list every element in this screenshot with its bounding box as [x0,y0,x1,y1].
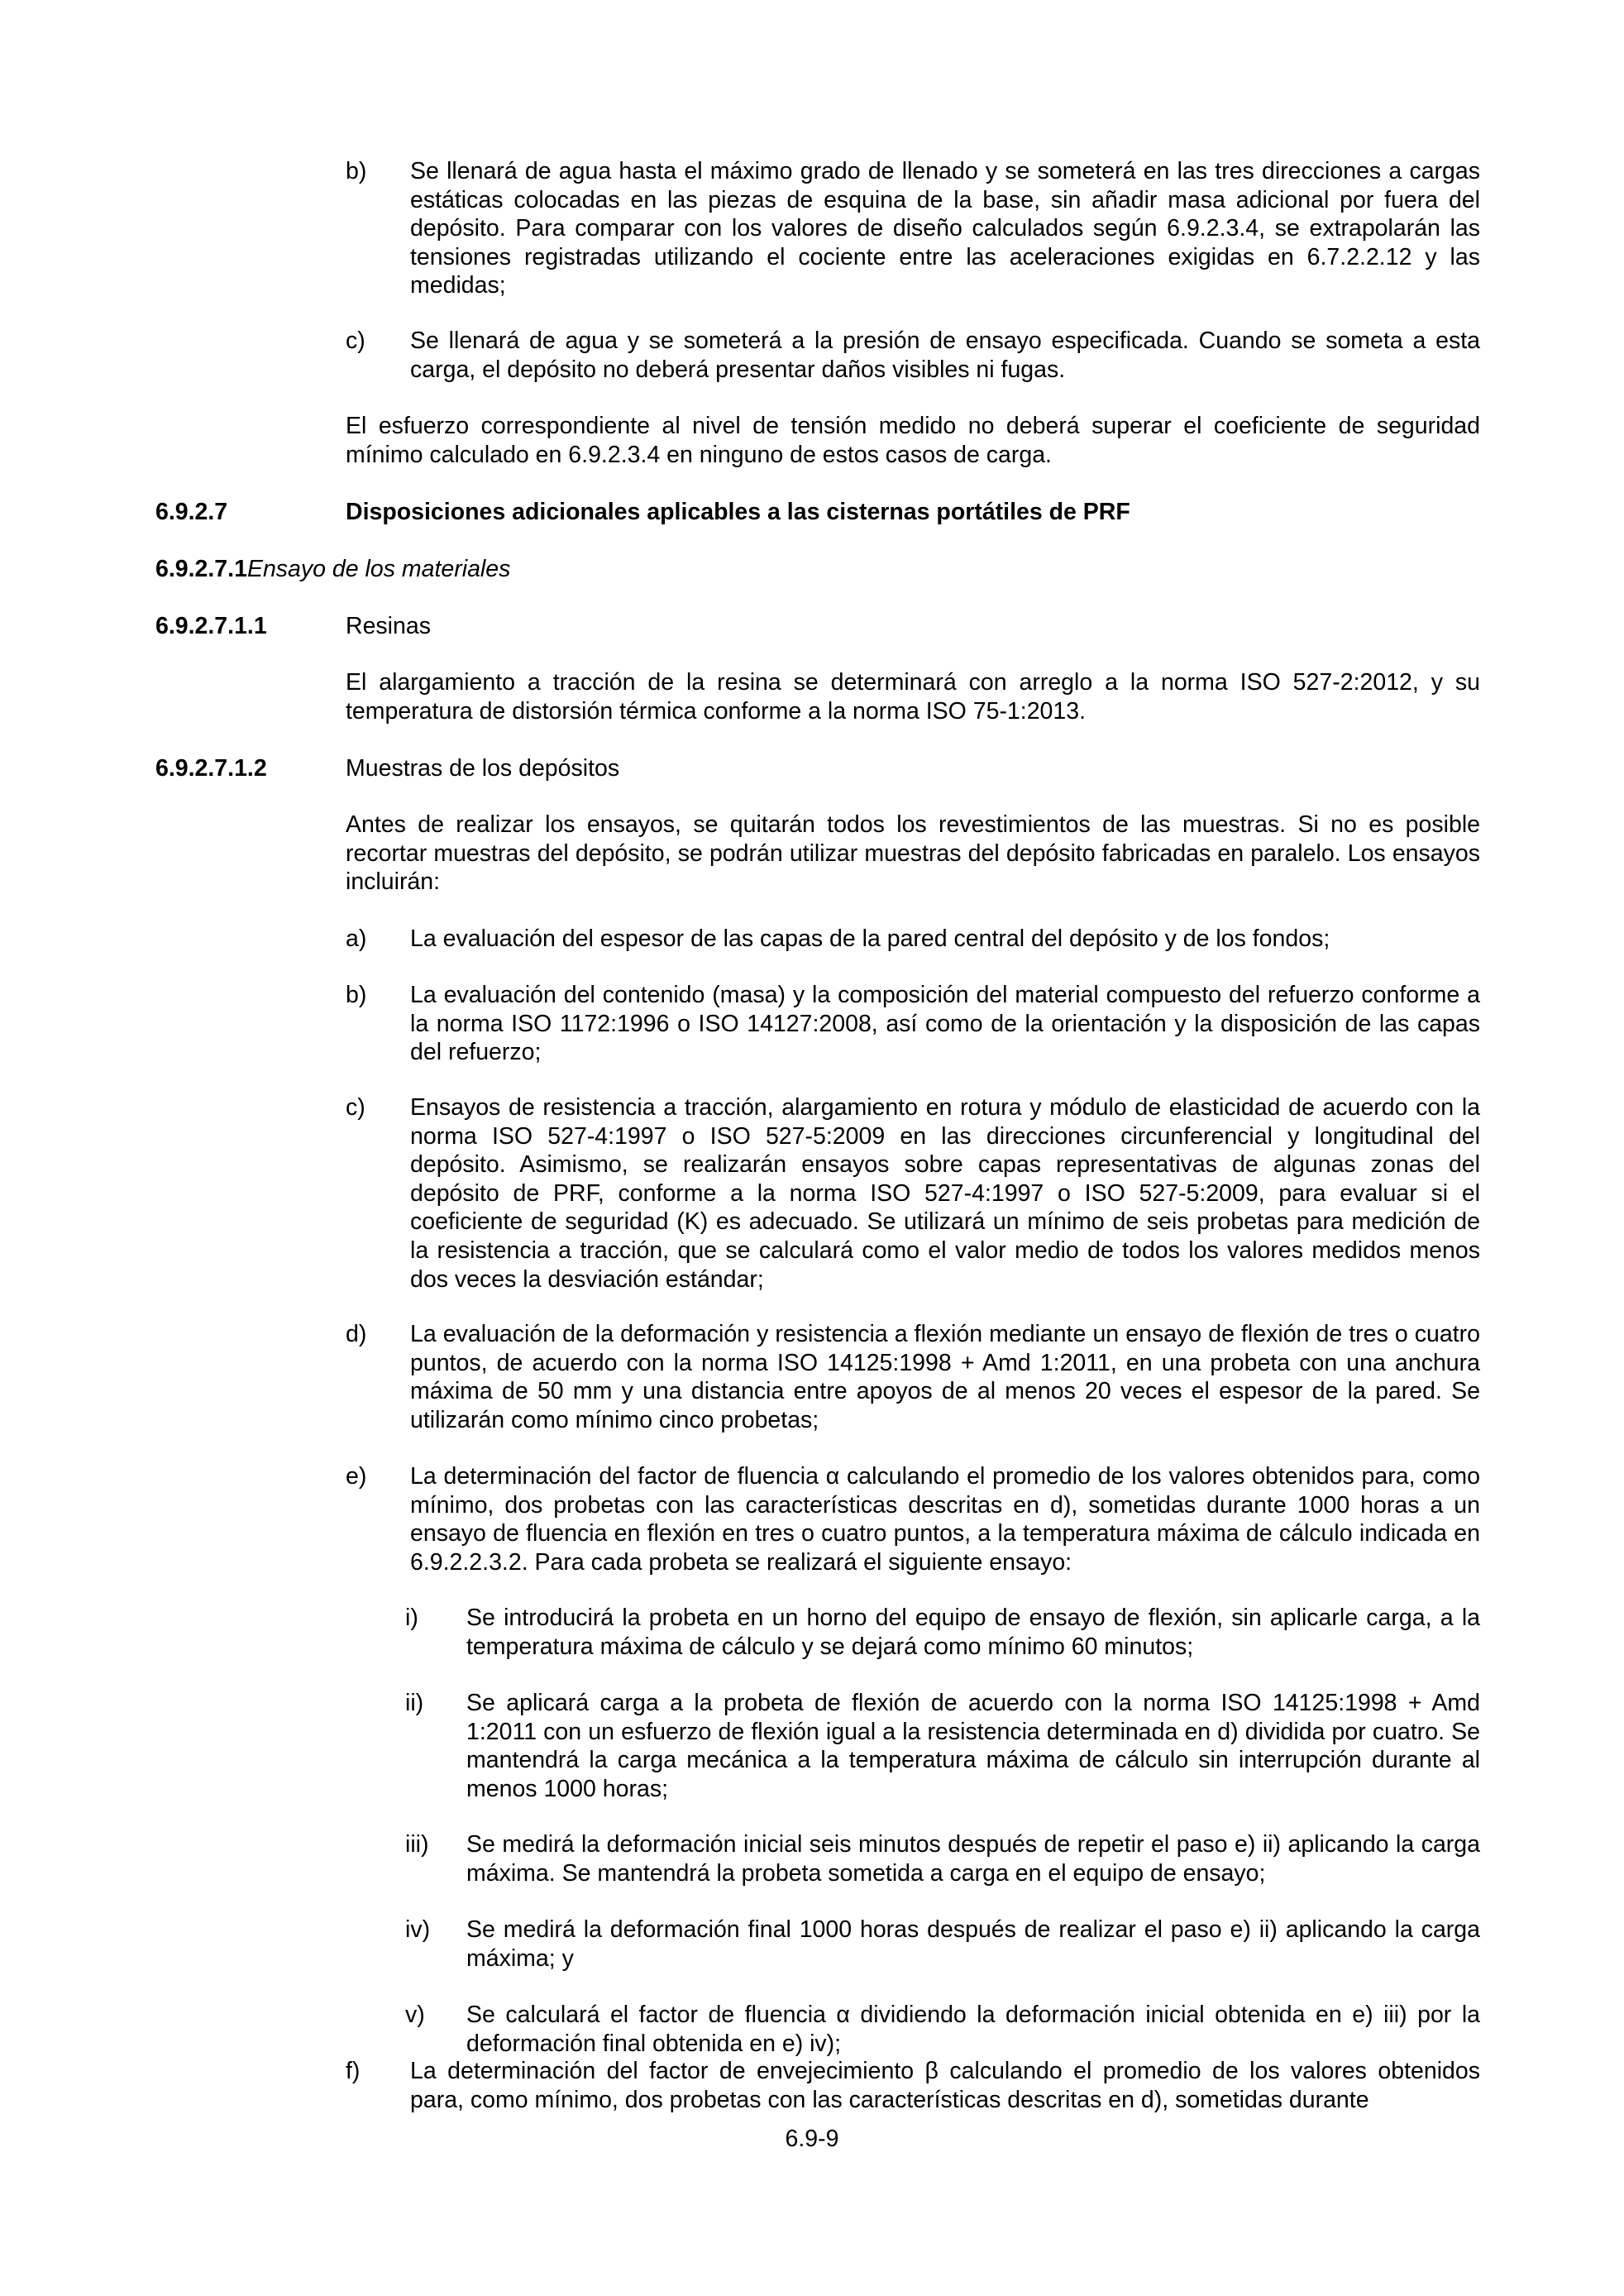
list-item-label: c) [346,1094,365,1121]
list-item-label: c) [346,328,365,354]
list-item [346,2057,1480,2114]
page-number: 6.9-9 [785,2126,839,2152]
list-item-label: b) [346,158,367,184]
list-item-label: a) [346,926,367,952]
list-item [346,925,1480,954]
list-item [346,327,1480,384]
paragraph: El alargamiento a tracción de la resina se determinará con arreglo a la norma ISO 527-2:2012, y su temperatura de distorsión térmica conforme a la norma ISO 75-1:2013. [346,669,1480,725]
list-item-text: Se llenará de agua y se someterá a la presión de ensayo especificada. Cuando se someta a esta carga, el depósito no deberá presentar daños visibles ni fugas. [410,328,1480,383]
sub-list-item [405,2001,1480,2058]
list-item-text: La determinación del factor de fluencia α calculando el promedio de los valores obtenidos para, como mínimo, dos probetas con las características descritas en d), sometidas durante 1000 horas a un ensayo de fluencia en flexión en tres o cuatro puntos, a la temperatura máxima de cálculo indicada en 6.9.2.2.3.2. Para cada probeta se realizará el siguiente ensayo: [410,1463,1480,1576]
list-item-label: f) [346,2058,361,2084]
list-item-text: La evaluación del espesor de las capas de la pared central del depósito y de los fondos; [410,926,1330,952]
sub-list-item-text: Se medirá la deformación inicial seis minutos después de repetir el paso e) ii) aplicando la carga máxima. Se mantendrá la probeta sometida a carga en el equipo de ensayo; [466,1831,1480,1887]
list-item [346,1462,1480,1576]
paragraph: El esfuerzo correspondiente al nivel de tensión medido no deberá superar el coeficiente de seguridad mínimo calculado en 6.9.2.3.4 en ninguno de estos casos de carga. [346,413,1480,468]
sub-list-item-text: Se aplicará carga a la probeta de flexión de acuerdo con la norma ISO 14125:1998 + Amd 1:2011 con un esfuerzo de flexión igual a la resistencia determinada en d) dividida por cuatro. Se mantendrá la carga mecánica a la temperatura máxima de cálculo sin interrupción durante al menos 1000 horas; [466,1690,1480,1802]
sub-list-item-text: Se medirá la deformación final 1000 horas después de realizar el paso e) ii) aplicando la carga máxima; y [466,1916,1480,1972]
list-item-label: e) [346,1463,367,1490]
section-number: 6.9.2.7 [155,499,228,525]
list-item-text: La determinación del factor de envejecimiento β calculando el promedio de los valores obtenidos para, como mínimo, dos probetas con las características descritas en d), sometidas durante [410,2058,1480,2113]
sub-list-item [405,1830,1480,1887]
list-item [346,1093,1480,1294]
list-item-label: b) [346,982,367,1008]
clause-number: 6.9.2.7.1.1 [155,613,267,639]
list-item-text: Se llenará de agua hasta el máximo grado de llenado y se someterá en las tres direcciones a cargas estáticas colocadas en las piezas de esquina de la base, sin añadir masa adicional por fuera del depósito. Para comparar con los valores de diseño calculados según 6.9.2.3.4, se extrapolarán las tensiones registradas utilizando el cociente entre las aceleraciones exigidas en 6.7.2.2.12 y las medidas; [410,158,1480,299]
list-item-label: d) [346,1321,367,1347]
clause-title: Resinas [346,613,431,639]
sub-list-item-label: ii) [405,1690,424,1716]
section-title: Disposiciones adicionales aplicables a las cisternas portátiles de PRF [346,499,1130,525]
sub-list-item [405,1689,1480,1803]
list-item-text: La evaluación del contenido (masa) y la composición del material compuesto del refuerzo conforme a la norma ISO 1172:1996 o ISO 14127:2008, así como de la orientación y la disposición de las capas del refuerzo; [410,982,1480,1066]
list-item [346,981,1480,1067]
list-item-text: Ensayos de resistencia a tracción, alargamiento en rotura y módulo de elasticidad de acuerdo con la norma ISO 527-4:1997 o ISO 527-5:2009 en las direcciones circunferencial y longitudinal del depósito. Asimismo, se realizarán ensayos sobre capas representativas de algunas zonas del depósito de PRF, conforme a la norma ISO 527-4:1997 o ISO 527-5:2009, para evaluar si el coeficiente de seguridad (K) es adecuado. Se utilizará un mínimo de seis probetas para medición de la resistencia a tracción, que se calculará como el valor medio de todos los valores medidos menos dos veces la desviación estándar; [410,1094,1480,1293]
paragraph: Antes de realizar los ensayos, se quitarán todos los revestimientos de las muestras. Si no es posible recortar muestras del depósito, se podrán utilizar muestras del depósito fabricadas en paralelo. Los ensayos incluirán: [346,811,1480,896]
subsection-number: 6.9.2.7.1 [155,556,247,582]
subsection-title: Ensayo de los materiales [246,556,511,582]
subsection-heading [155,555,510,584]
list-item [346,1320,1480,1434]
sub-list-item-text: Se calculará el factor de fluencia α dividiendo la deformación inicial obtenida en e) iii) por la deformación final obtenida en e) iv); [466,2002,1480,2057]
sub-list-item [405,1916,1480,1973]
clause-title: Muestras de los depósitos [346,755,620,782]
sub-list-item-label: i) [405,1605,418,1631]
sub-list-item [405,1604,1480,1661]
sub-list-item-label: v) [405,2002,425,2028]
sub-list-item-label: iii) [405,1831,429,1858]
list-item-text: La evaluación de la deformación y resistencia a flexión mediante un ensayo de flexión de tres o cuatro puntos, de acuerdo con la norma ISO 14125:1998 + Amd 1:2011, en una probeta con una anchura máxima de 50 mm y una distancia entre apoyos de al menos 20 veces el espesor de la pared. Se utilizarán como mínimo cinco probetas; [410,1321,1480,1433]
sub-list-item-text: Se introducirá la probeta en un horno del equipo de ensayo de flexión, sin aplicarle carga, a la temperatura máxima de cálculo y se dejará como mínimo 60 minutos; [466,1605,1480,1660]
clause-number: 6.9.2.7.1.2 [155,755,267,782]
list-item [346,157,1480,300]
sub-list-item-label: iv) [405,1916,431,1943]
